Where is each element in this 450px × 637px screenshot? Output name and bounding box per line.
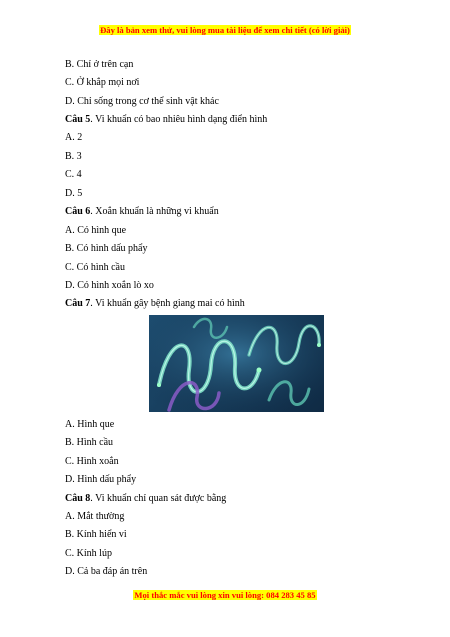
answer-option xyxy=(65,437,113,449)
answer-option xyxy=(65,59,133,71)
answer-option xyxy=(65,548,112,560)
answer-option xyxy=(65,474,136,486)
question-text: . Xoắn khuẩn là những vi khuẩn xyxy=(90,206,219,217)
option-text: D. 5 xyxy=(65,188,83,199)
question-câu-5 xyxy=(65,114,267,126)
answer-option xyxy=(65,511,124,523)
question-câu-7 xyxy=(65,298,245,310)
spiral-bacteria-illustration xyxy=(149,315,324,412)
answer-option xyxy=(65,169,82,181)
option-text: C. Có hình cầu xyxy=(65,262,125,273)
question-number: Câu 5 xyxy=(65,114,91,125)
question-câu-6 xyxy=(65,206,219,218)
question-number: Câu 7 xyxy=(65,298,91,309)
option-text: B. Có hình dấu phẩy xyxy=(65,243,148,254)
contact-notice-text: Mọi thắc mắc vui lòng xin vui lòng: 084 283 45 85 xyxy=(134,590,316,600)
option-text: B. Hình cầu xyxy=(65,437,114,448)
answer-option xyxy=(65,132,82,144)
option-text: D. Cả ba đáp án trên xyxy=(65,566,148,577)
question-câu-8 xyxy=(65,493,226,505)
answer-option xyxy=(65,529,127,541)
answer-option xyxy=(65,96,219,108)
question-text: . Vi khuẩn chỉ quan sát được bằng xyxy=(90,493,227,504)
option-text: C. Hình xoắn xyxy=(65,456,119,467)
answer-option xyxy=(65,225,126,237)
answer-option xyxy=(65,262,125,274)
contact-notice xyxy=(0,590,450,600)
question-text: . Vi khuẩn gây bệnh giang mai có hình xyxy=(90,298,245,309)
option-text: C. Kính lúp xyxy=(65,548,112,559)
answer-option xyxy=(65,566,147,578)
preview-notice-text: Đây là bản xem thử, vui lòng mua tài liệu để xem chi tiết (có lời giải) xyxy=(100,25,350,35)
answer-option xyxy=(65,188,82,200)
option-text: D. Có hình xoắn lò xo xyxy=(65,280,154,291)
spiral-bacteria-image xyxy=(149,315,324,412)
option-text: C. 4 xyxy=(65,169,82,180)
preview-notice xyxy=(0,25,450,35)
option-text: B. Kính hiển vi xyxy=(65,529,127,540)
option-text: B. Chỉ ở trên cạn xyxy=(65,59,134,70)
answer-option xyxy=(65,456,119,468)
option-text: A. 2 xyxy=(65,132,83,143)
answer-option xyxy=(65,280,154,292)
answer-option xyxy=(65,419,114,431)
answer-option xyxy=(65,243,148,255)
option-text: D. Hình dấu phẩy xyxy=(65,474,137,485)
option-text: C. Ở khắp mọi nơi xyxy=(65,77,140,88)
option-text: A. Mắt thường xyxy=(65,511,125,522)
option-text: A. Có hình que xyxy=(65,225,127,236)
question-number: Câu 6 xyxy=(65,206,91,217)
option-text: A. Hình que xyxy=(65,419,115,430)
answer-option xyxy=(65,77,139,89)
option-text: D. Chỉ sống trong cơ thể sinh vật khác xyxy=(65,96,219,107)
question-text: . Vi khuẩn có bao nhiêu hình dạng điển hình xyxy=(90,114,268,125)
answer-option xyxy=(65,151,82,163)
option-text: B. 3 xyxy=(65,151,82,162)
question-number: Câu 8 xyxy=(65,493,91,504)
